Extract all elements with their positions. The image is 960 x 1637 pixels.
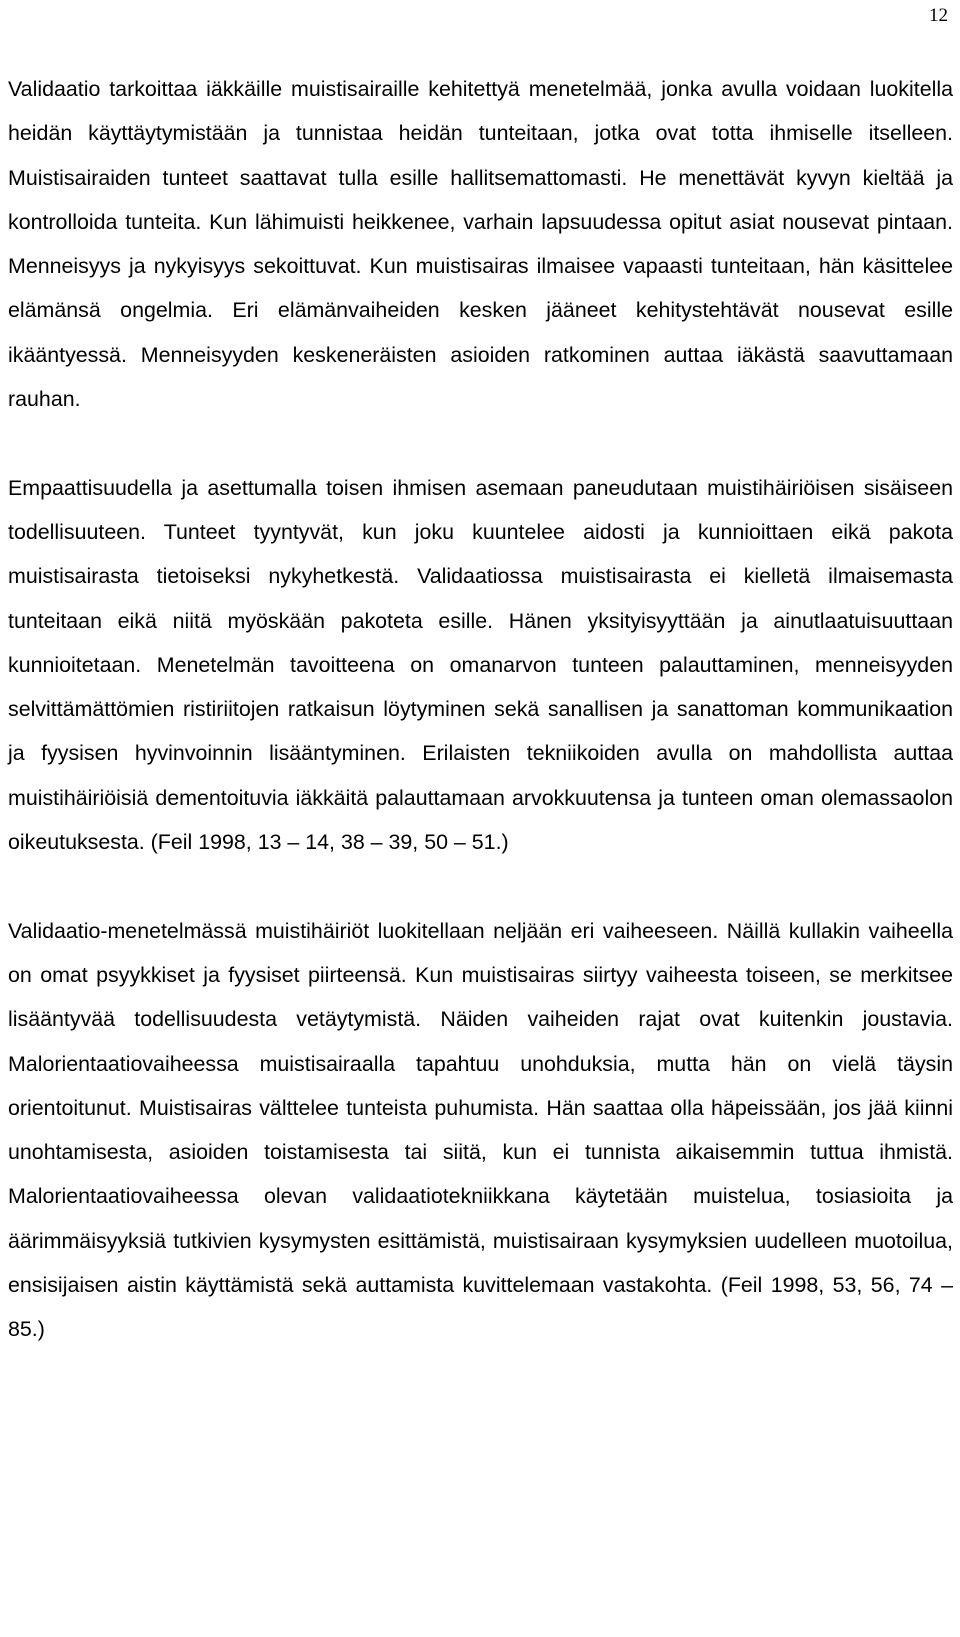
paragraph-validation-stages: Validaatio-menetelmässä muistihäiriöt luokitellaan neljään eri vaiheeseen. Näillä kullakin vaiheella on omat psyykkiset ja fyysiset piirteensä. Kun muistisairas siirtyy vaiheesta toiseen, se merkitsee lisääntyvää todellisuudesta vetäytymistä. Näiden vaiheiden rajat ovat kuitenkin joustavia. Malorientaatiovaiheessa muistisairaalla tapahtuu unohduksia, mutta hän on vielä täysin orientoitunut. Muistisairas välttelee tunteista puhumista. Hän saattaa olla häpeissään, jos jää kiinni unohtamisesta, asioiden toistamisesta tai siitä, kun ei tunnista aikaisemmin tuttua ihmistä. Malorientaatiovaiheessa olevan validaatiotekniikkana käytetään muistelua, tosiasioita ja äärimmäisyyksiä tutkivien kysymysten esittämistä, muistisairaan kysymyksien uudelleen muotoilua, ensisijaisen aistin käyttämistä sekä auttamista kuvittelemaan vastakohta. (Feil 1998, 53, 56, 74 – 85.) <box>8 918 953 1342</box>
paragraph-empathy: Empaattisuudella ja asettumalla toisen ihmisen asemaan paneudutaan muistihäiriöisen sisäiseen todellisuuteen. Tunteet tyyntyvät, kun joku kuuntelee aidosti ja kunnioittaen eikä pakota muistisairasta tietoiseksi nykyhetkestä. Validaatiossa muistisairasta ei kielletä ilmaisemasta tunteitaan eikä niitä myöskään pakoteta esille. Hänen yksityisyyttään ja ainutlaatuisuuttaan kunnioitetaan. Menetelmän tavoitteena on omanarvon tunteen palauttaminen, menneisyyden selvittämättömien ristiriitojen ratkaisun löytyminen sekä sanallisen ja sanattoman kommunikaation ja fyysisen hyvinvoinnin lisääntyminen. Erilaisten tekniikoiden avulla on mahdollista auttaa muistihäiriöisiä dementoituvia iäkkäitä palauttamaan arvokkuutensa ja tunteen oman olemassaolon oikeutuksesta. (Feil 1998, 13 – 14, 38 – 39, 50 – 51.) <box>8 475 953 855</box>
paragraph-validation-definition: Validaatio tarkoittaa iäkkäille muistisairaille kehitettyä menetelmää, jonka avulla voidaan luokitella heidän käyttäytymistään ja tunnistaa heidän tunteitaan, jotka ovat totta ihmiselle itselleen. Muistisairaiden tunteet saattavat tulla esille hallitsemattomasti. He menettävät kyvyn kieltää ja kontrolloida tunteita. Kun lähimuisti heikkenee, varhain lapsuudessa opitut asiat nousevat pintaan. Menneisyys ja nykyisyys sekoittuvat. Kun muistisairas ilmaisee vapaasti tunteitaan, hän käsittelee elämänsä ongelmia. Eri elämänvaiheiden kesken jääneet kehitystehtävät nousevat esille ikääntyessä. Menneisyyden keskeneräisten asioiden ratkominen auttaa iäkästä saavuttamaan rauhan. <box>8 77 953 412</box>
document-body <box>8 67 953 1352</box>
page-number: 12 <box>929 5 948 26</box>
